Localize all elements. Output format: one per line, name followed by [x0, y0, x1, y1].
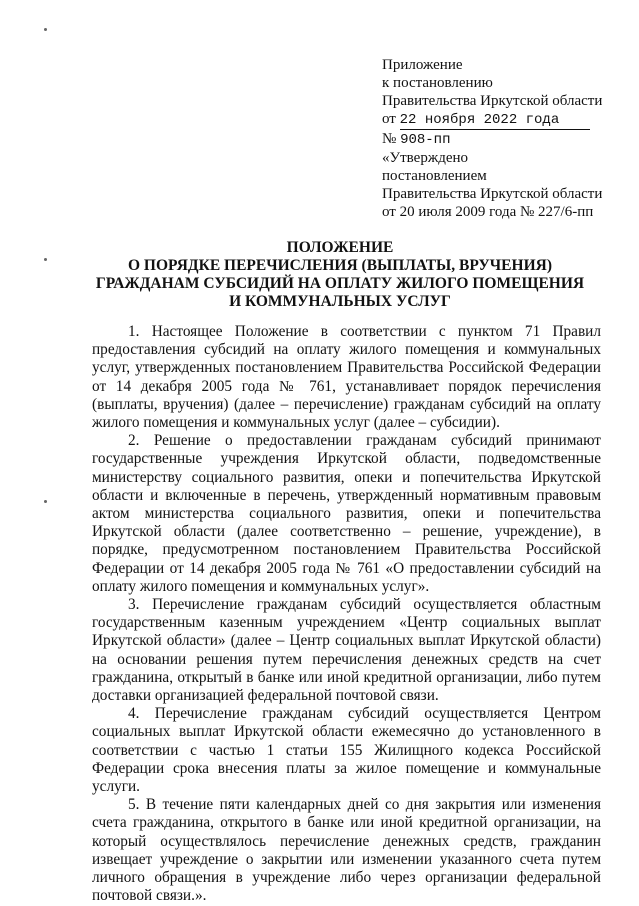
paragraph-2: 2. Решение о предоставлении гражданам субсидий принимают государственные учреждения Иркутской области, подведомственные министерству социального развития, опеки и попечительства Иркутской области и включенные в перечень, утвержденный нормативным правовым актом министерства социального развития, опеки и попечительства Иркутской области (далее соответственно – решение, учреждение), в порядке, предусмотренном постановлением Правительства Российской Федерации от 14 декабря 2005 года № 761 «О предоставлении субсидий на оплату жилого помещения и коммунальных услуг».	[92, 432, 601, 595]
paragraph-5: 5. В течение пяти календарных дней со дня закрытия или изменения счета гражданина, открытого в банке или иной кредитной организации, на который осуществлялось перечисление денежных средств, гражданин извещает учреждение о закрытии или изменении указанного счета путем личного обращения в учреждение либо через организации федеральной почтовой связи.».	[92, 796, 601, 905]
number-value: 908-пп	[400, 132, 451, 148]
date-value: 22 ноября 2022 года	[400, 111, 590, 130]
appendix-date-line	[382, 110, 622, 130]
paragraph-1: 1. Настоящее Положение в соответствии с пунктом 71 Правил предоставления субсидий на оплату жилого помещения и коммунальных услуг, утвержденных постановлением Правительства Российской Федерации от 14 декабря 2005 года № 761, устанавливает порядок перечисления (выплаты, вручения) (далее – перечисление) гражданам субсидий на оплату жилого помещения и коммунальных услуг (далее – субсидии).	[92, 323, 601, 432]
appendix-line: Правительства Иркутской области	[382, 93, 603, 109]
scan-mark	[44, 500, 47, 503]
appendix-number-line	[382, 130, 622, 149]
number-prefix: №	[382, 131, 397, 147]
date-prefix: от	[382, 111, 396, 127]
paragraph-3: 3. Перечисление гражданам субсидий осуществляется областным государственным казенным учреждением «Центр социальных выплат Иркутской области» (далее – Центр социальных выплат Иркутской области) на основании решения путем перечисления денежных средств на счет гражданина, открытый в банке или иной кредитной организации, либо путем доставки организацией федеральной почтовой связи.	[92, 596, 601, 705]
approved-line: постановлением	[382, 168, 487, 184]
appendix-line: Приложение	[382, 57, 463, 73]
title-line: И КОММУНАЛЬНЫХ УСЛУГ	[229, 293, 451, 310]
approved-line: «Утверждено	[382, 150, 469, 166]
approved-line: от 20 июля 2009 года № 227/6-пп	[382, 204, 594, 220]
title-line: ГРАЖДАНАМ СУБСИДИЙ НА ОПЛАТУ ЖИЛОГО ПОМЕЩЕНИЯ	[95, 275, 585, 292]
appendix-line: к постановлению	[382, 75, 493, 91]
paragraph-4: 4. Перечисление гражданам субсидий осуществляется Центром социальных выплат Иркутской области ежемесячно до установленного в соответствии с частью 1 статьи 155 Жилищного кодекса Российской Федерации срока внесения платы за жилое помещение и коммунальные услуги.	[92, 705, 601, 796]
scan-mark	[44, 28, 47, 31]
document-body	[92, 323, 601, 906]
title-line: О ПОРЯДКЕ ПЕРЕЧИСЛЕНИЯ (ВЫПЛАТЫ, ВРУЧЕНИЯ)	[127, 257, 552, 274]
appendix-block	[382, 56, 622, 221]
approved-line: Правительства Иркутской области	[382, 186, 603, 202]
document-title	[40, 239, 639, 311]
title-line: ПОЛОЖЕНИЕ	[286, 239, 394, 256]
